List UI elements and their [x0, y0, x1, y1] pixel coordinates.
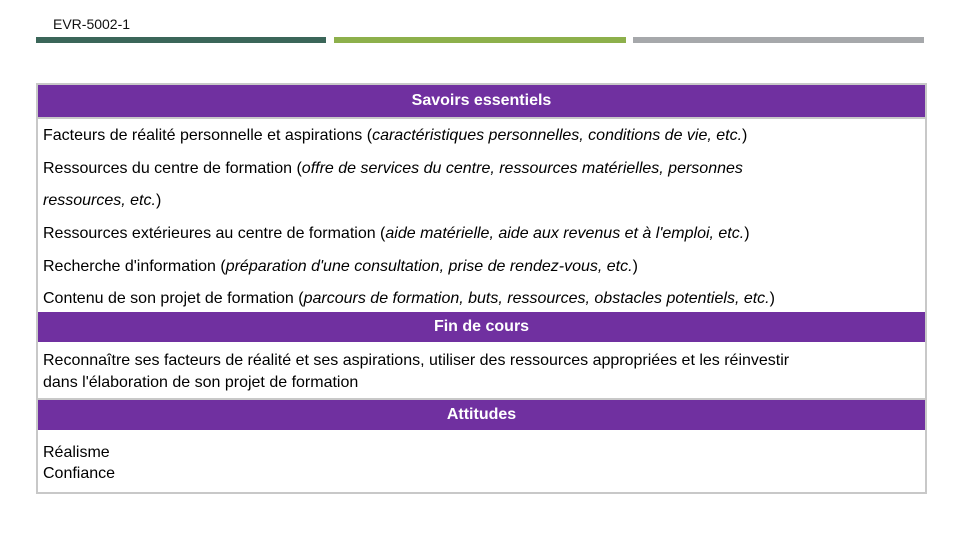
- section-heading-attitudes: Attitudes: [38, 400, 925, 430]
- list-item: Recherche d'information (préparation d'une consultation, prise de rendez-vous, etc.): [43, 258, 638, 275]
- attitude-item: Confiance: [43, 465, 116, 482]
- attitude-item: Réalisme: [43, 444, 110, 461]
- accent-bar-gray: [633, 37, 924, 43]
- list-item: Ressources extérieures au centre de formation (aide matérielle, aide aux revenus et à l'emploi, etc.): [43, 225, 750, 242]
- list-item: Contenu de son projet de formation (parcours de formation, buts, ressources, obstacles potentiels, etc.): [43, 290, 775, 307]
- section-heading-fin-de-cours: Fin de cours: [38, 312, 925, 342]
- objective-line: Reconnaître ses facteurs de réalité et ses aspirations, utiliser des ressources appropriées et les réinvestir: [43, 352, 790, 369]
- row-divider: [38, 117, 925, 119]
- list-item: Facteurs de réalité personnelle et aspirations (caractéristiques personnelles, conditions de vie, etc.): [43, 127, 748, 144]
- content-table: [36, 83, 927, 494]
- document-code: EVR-5002-1: [53, 16, 131, 32]
- list-item: Ressources du centre de formation (offre de services du centre, ressources matérielles, personnes: [43, 160, 743, 177]
- list-item-continuation: ressources, etc.): [43, 192, 162, 209]
- objective-line: dans l'élaboration de son projet de formation: [43, 374, 359, 391]
- accent-bar-green: [334, 37, 626, 43]
- accent-bar-dark: [36, 37, 326, 43]
- section-heading-savoirs: Savoirs essentiels: [38, 85, 925, 117]
